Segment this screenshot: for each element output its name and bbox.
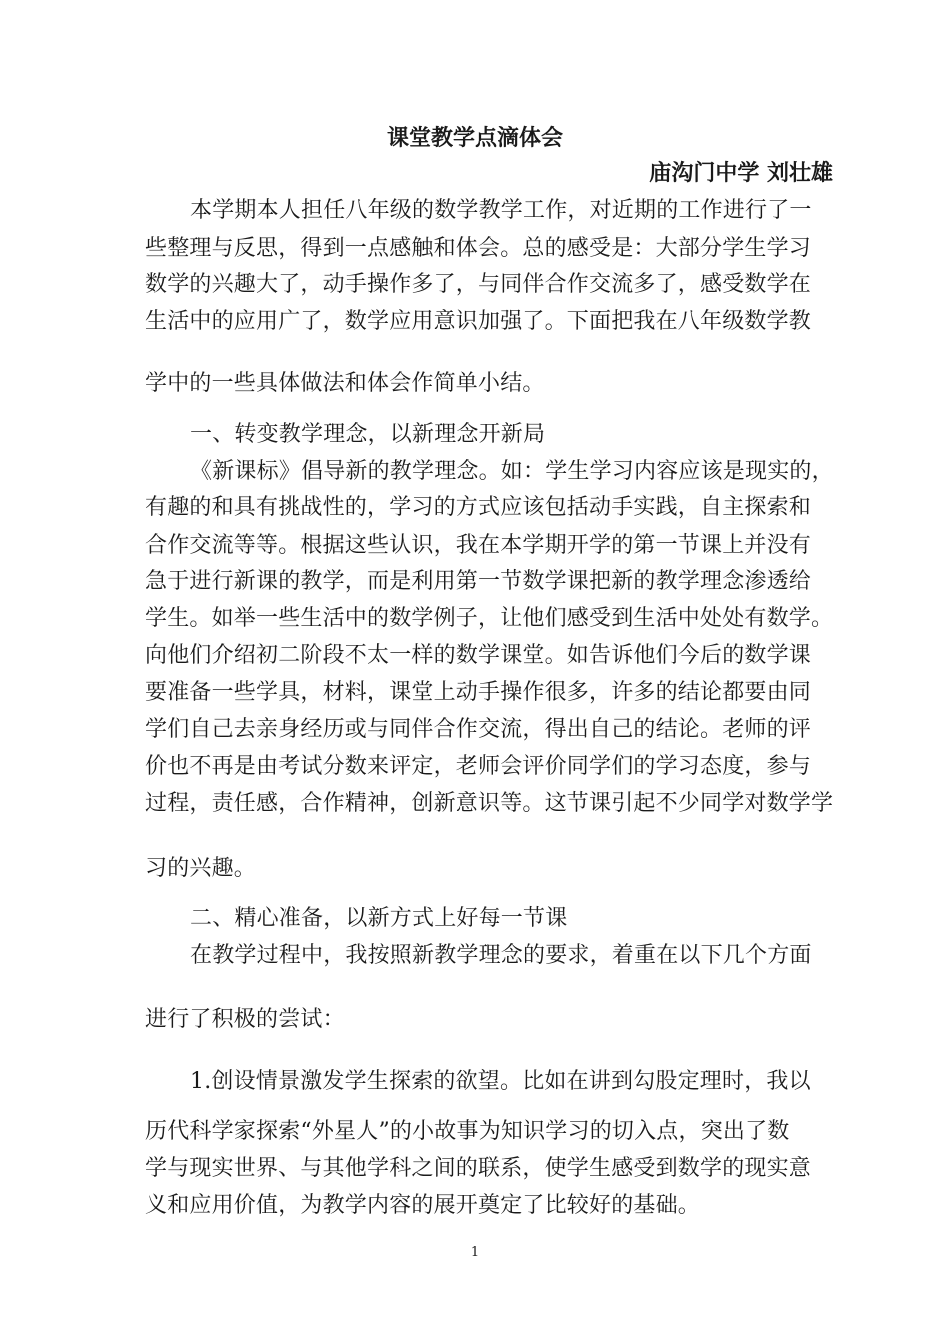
body-line: 要准备一些学具，材料，课堂上动手操作很多，许多的结论都要由同 [145, 680, 812, 705]
body-line: 向他们介绍初二阶段不太一样的数学课堂。如告诉他们今后的数学课 [145, 643, 812, 668]
author-line: 庙沟门中学 刘壮雄 [649, 160, 833, 186]
body-line: 有趣的和具有挑战性的，学习的方式应该包括动手实践，自主探索和 [145, 495, 812, 520]
section-heading: 一、转变教学理念，以新理念开新局 [190, 422, 546, 447]
body-line: 历代科学家探索“外星人”的小故事为知识学习的切入点，突出了数 [145, 1119, 790, 1144]
page-number: 1 [470, 1245, 480, 1260]
document-title: 课堂教学点滴体会 [386, 125, 563, 151]
body-line: 在教学过程中，我按照新教学理念的要求，着重在以下几个方面 [190, 943, 812, 968]
body-line: 《新课标》倡导新的教学理念。如：学生学习内容应该是现实的， [190, 459, 834, 484]
body-line: 合作交流等等。根据这些认识，我在本学期开学的第一节课上并没有 [145, 533, 812, 558]
body-line: 过程，责任感，合作精神，创新意识等。这节课引起不少同学对数学学 [145, 791, 834, 816]
body-line: 急于进行新课的教学，而是利用第一节数学课把新的教学理念渗透给 [145, 569, 812, 594]
body-line: 价也不再是由考试分数来评定，老师会评价同学们的学习态度，参与 [145, 754, 812, 779]
section-heading: 二、精心准备，以新方式上好每一节课 [190, 906, 568, 931]
body-line: 本学期本人担任八年级的数学教学工作，对近期的工作进行了一 [190, 198, 812, 223]
body-line: 学生。如举一些生活中的数学例子，让他们感受到生活中处处有数学。 [145, 606, 834, 631]
body-line: 些整理与反思，得到一点感触和体会。总的感受是：大部分学生学习 [145, 236, 812, 261]
body-line: 数学的兴趣大了，动手操作多了，与同伴合作交流多了，感受数学在 [145, 272, 812, 297]
body-line: 义和应用价值，为教学内容的展开奠定了比较好的基础。 [145, 1193, 701, 1218]
list-item: 1.创设情景激发学生探索的欲望。比如在讲到勾股定理时，我以 [190, 1069, 811, 1094]
body-line: 习的兴趣。 [145, 856, 257, 881]
body-line: 学们自己去亲身经历或与同伴合作交流，得出自己的结论。老师的评 [145, 717, 812, 742]
body-line: 学与现实世界、与其他学科之间的联系，使学生感受到数学的现实意 [145, 1156, 812, 1181]
body-line: 学中的一些具体做法和体会作简单小结。 [145, 371, 545, 396]
body-line: 进行了积极的尝试： [145, 1007, 345, 1032]
body-line: 生活中的应用广了，数学应用意识加强了。下面把我在八年级数学教 [145, 309, 812, 334]
